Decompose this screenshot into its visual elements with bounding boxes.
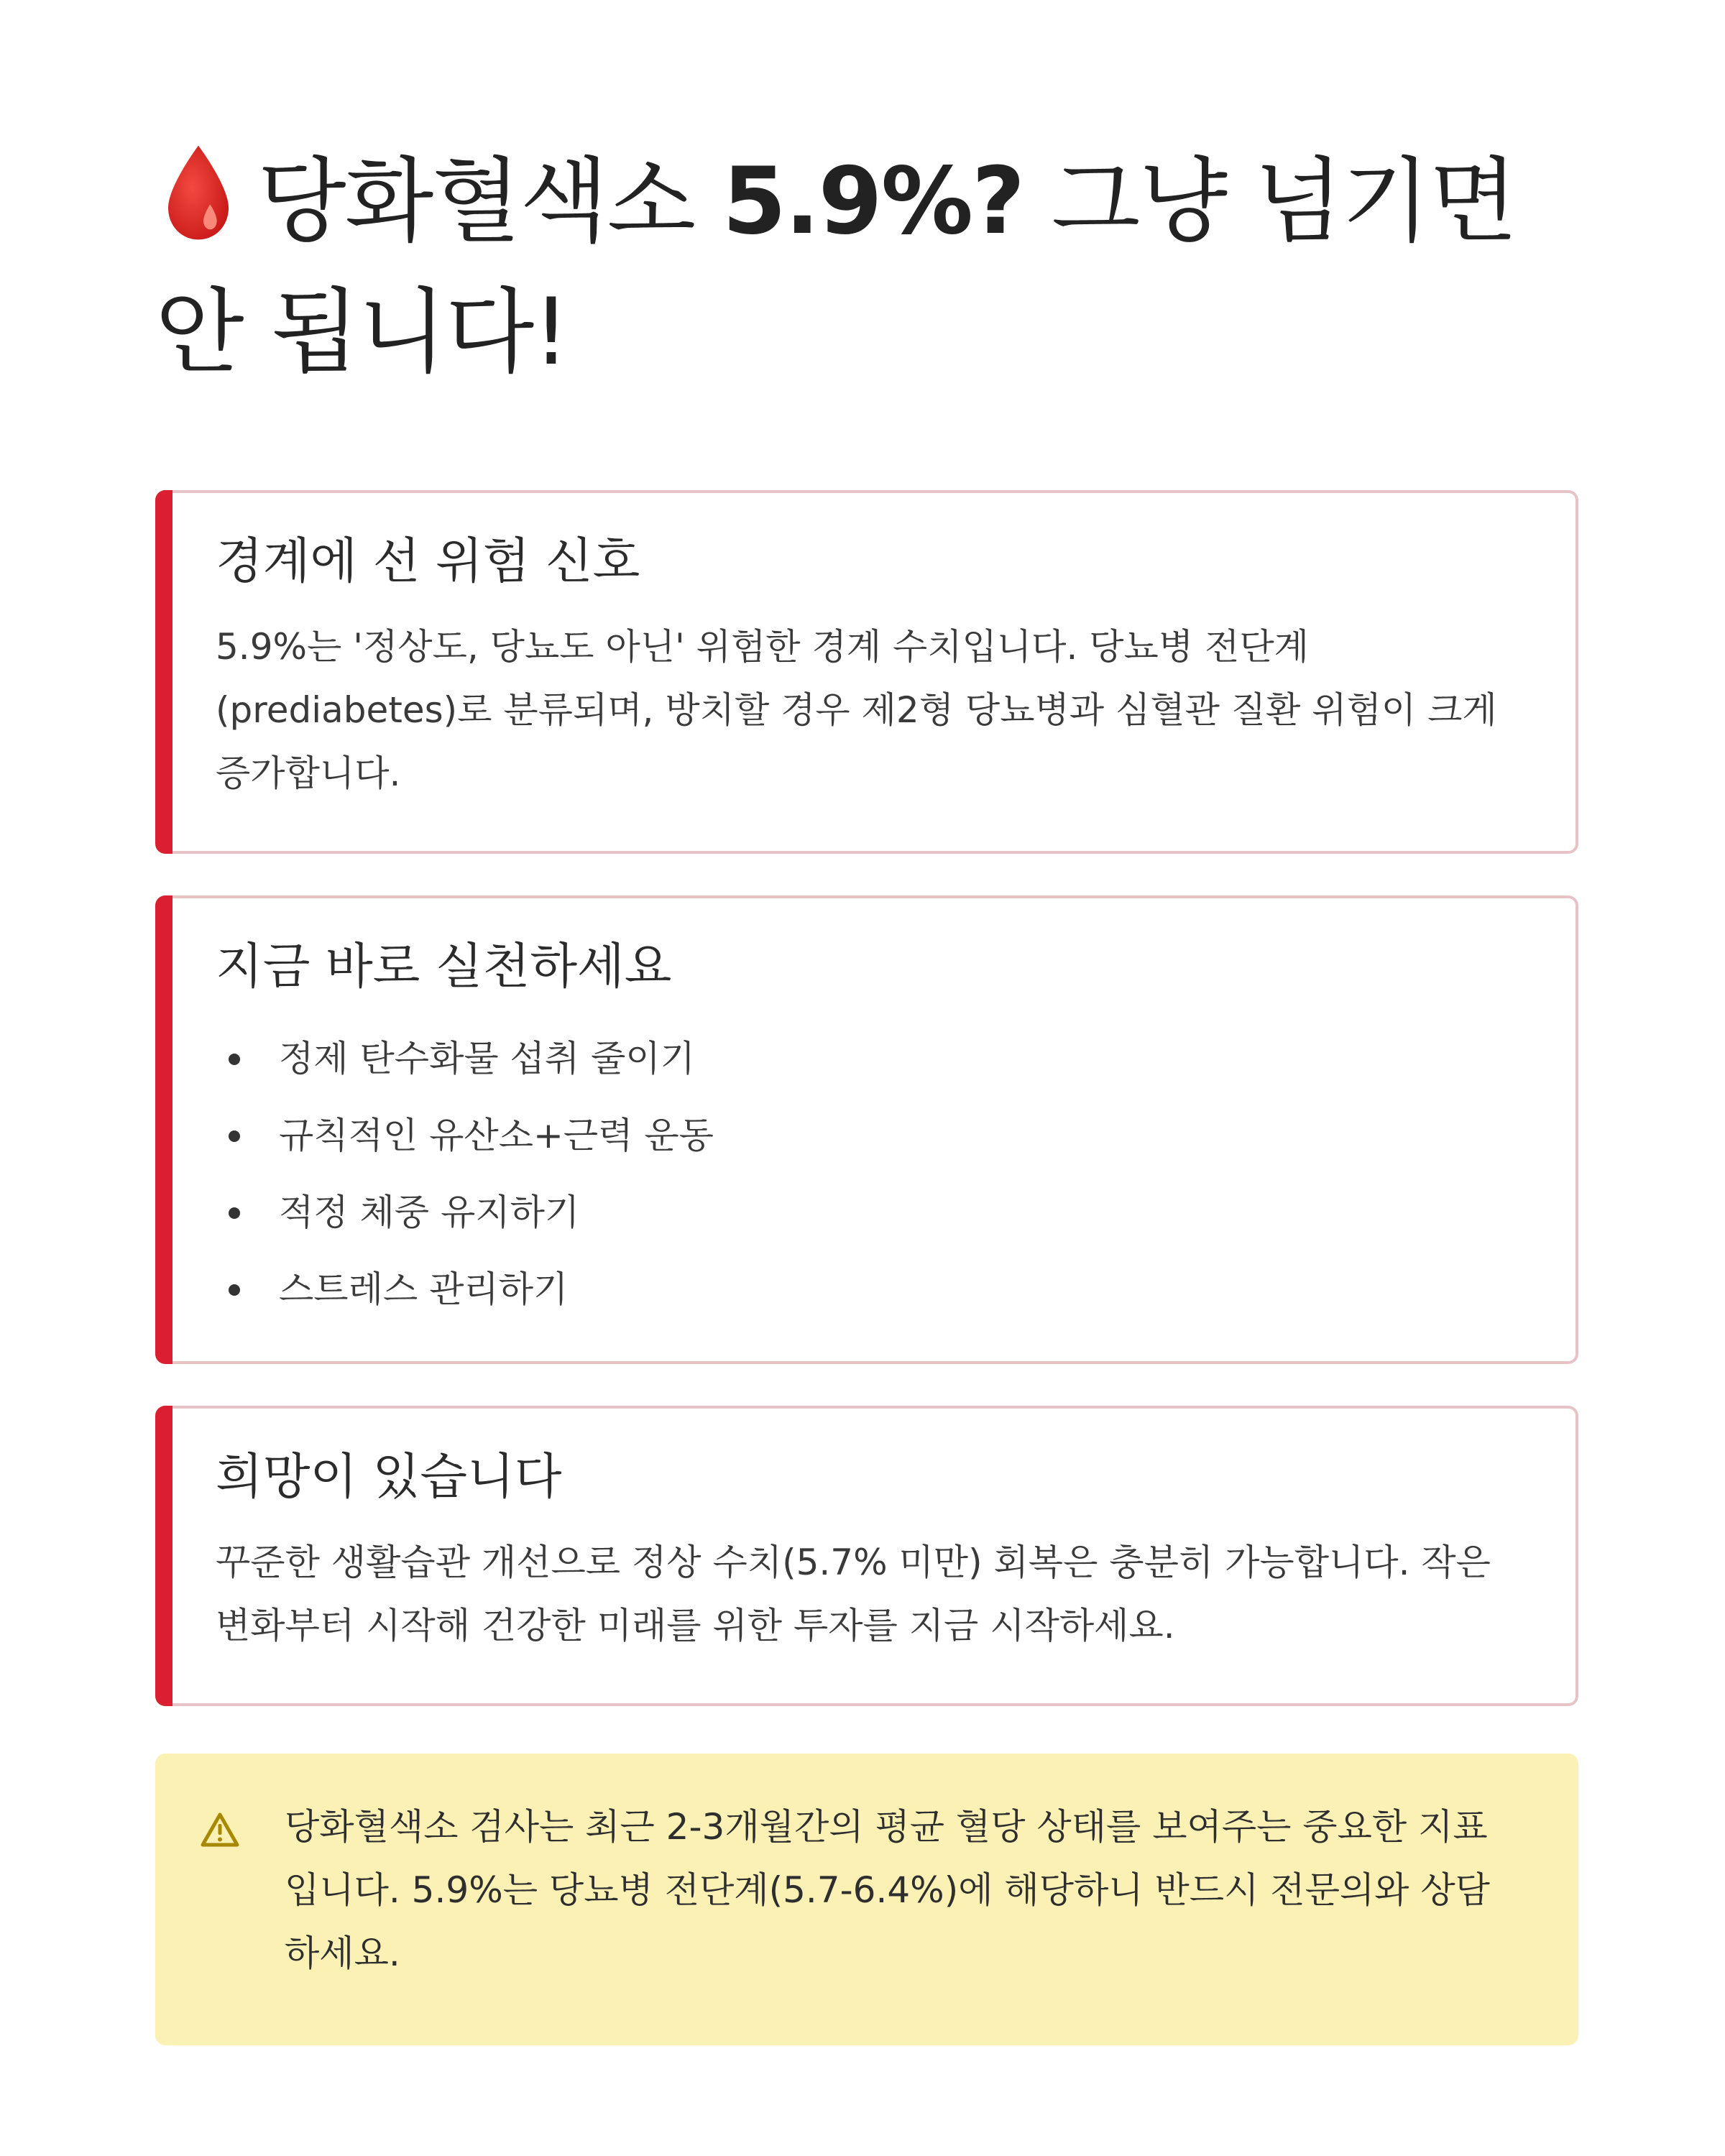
list-item-text: 정제 탄수화물 섭취 줄이기 [279, 1038, 695, 1079]
page-title [155, 137, 1578, 398]
title-text-strong: 5.9%? [722, 148, 1024, 255]
title-text-after: 그냥 넘기면 안 됩니다! [155, 148, 1517, 386]
hope-card [155, 1406, 1578, 1706]
list-item [216, 1174, 1518, 1251]
warning-icon [200, 1811, 240, 1848]
list-item [216, 1021, 1518, 1097]
title-text-before: 당화혈색소 [257, 148, 722, 255]
card-heading: 지금 바로 실천하세요 [216, 939, 672, 995]
list-item-text: 적정 체중 유지하기 [279, 1192, 580, 1233]
warning-notice [155, 1754, 1578, 2045]
notice-text: 당화혈색소 검사는 최근 2-3개월간의 평균 혈당 상태를 보여주는 중요한 지표입니다. 5.9%는 당뇨병 전단계(5.7-6.4%)에 해당하니 반드시 전문의와 상담하세요. [285, 1806, 1490, 1974]
list-item [216, 1097, 1518, 1174]
page [155, 137, 1578, 2045]
card-heading: 경계에 선 위험 신호 [216, 533, 640, 590]
card-heading: 희망이 있습니다 [216, 1449, 562, 1506]
bullet-icon [229, 1207, 240, 1219]
bullet-icon [229, 1284, 240, 1296]
risk-signal-card [155, 490, 1578, 854]
blood-drop-icon [155, 142, 242, 243]
bullet-icon [229, 1130, 240, 1142]
list-item-text: 규칙적인 유산소+근력 운동 [279, 1115, 714, 1156]
bullet-icon [229, 1054, 240, 1065]
card-body: 5.9%는 '정상도, 당뇨도 아닌' 위험한 경계 수치입니다. 당뇨병 전단계(prediabetes)로 분류되며, 방치할 경우 제2형 당뇨병과 심혈관 질환 위험이 크게 증가합니다. [216, 626, 1497, 794]
list-item-text: 스트레스 관리하기 [279, 1268, 569, 1310]
list-item [216, 1251, 1518, 1328]
action-tips-card [155, 895, 1578, 1364]
card-body: 꾸준한 생활습관 개선으로 정상 수치(5.7% 미만) 회복은 충분히 가능합니다. 작은 변화부터 시작해 건강한 미래를 위한 투자를 지금 시작하세요. [216, 1542, 1491, 1646]
tips-list [216, 1021, 1518, 1328]
